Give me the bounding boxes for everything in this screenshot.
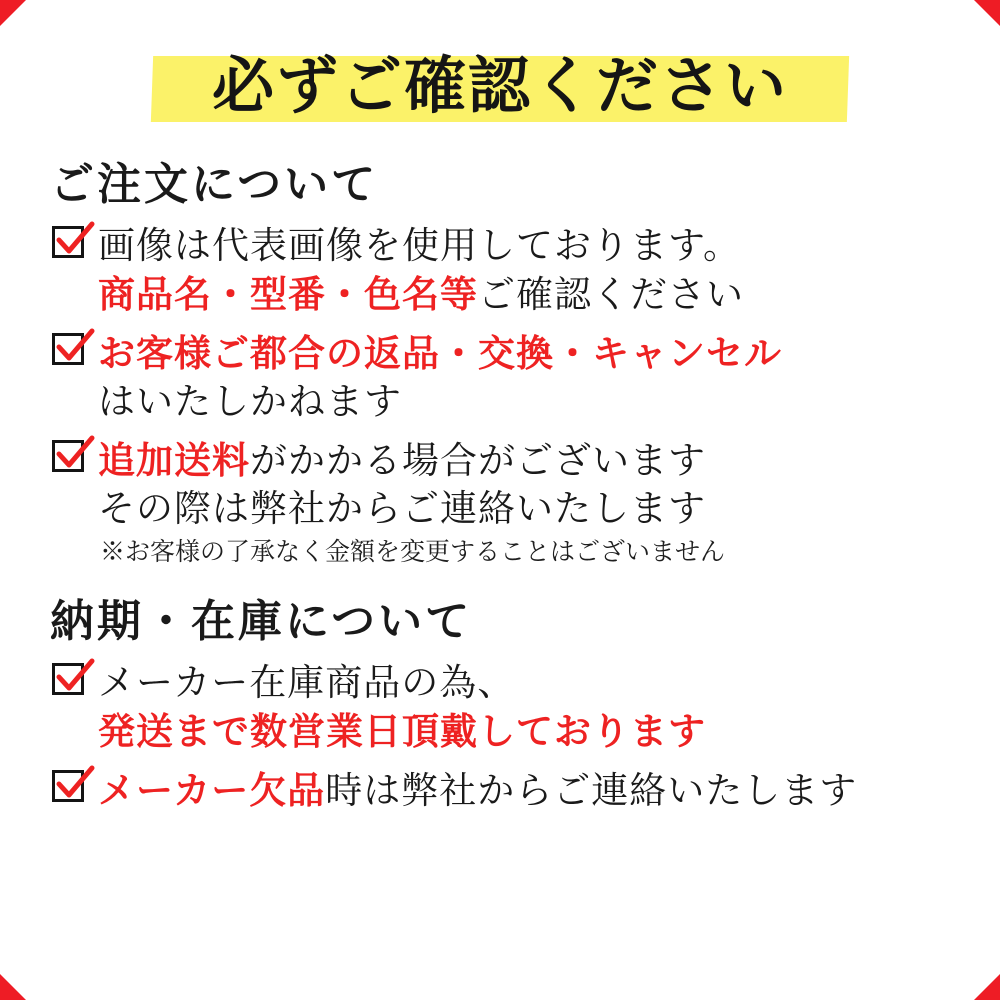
- checkmark-icon: [52, 333, 90, 371]
- list-item-text: [98, 329, 960, 426]
- sections-container: [40, 148, 960, 815]
- text-run: 画像は代表画像を使用しております。: [98, 224, 742, 267]
- text-run: はいたしかねます: [98, 380, 402, 423]
- text-run: お客様ご都合の返品・交換・キャンセル: [98, 331, 782, 375]
- list-item-line: [98, 378, 960, 426]
- list-item-line: [98, 707, 960, 756]
- list-item: [52, 436, 960, 571]
- list-item-line: [98, 766, 960, 815]
- text-run: メーカー欠品: [98, 768, 326, 812]
- list-item: [52, 659, 960, 756]
- checkmark-icon: [52, 770, 90, 808]
- checkmark-icon: [52, 440, 90, 478]
- corner-accent-top-right: [974, 0, 1000, 26]
- section-heading: ご注文について: [50, 159, 379, 210]
- list-item-line: [98, 270, 960, 319]
- list-item-text: [98, 766, 960, 815]
- text-run: ご確認ください: [478, 273, 744, 316]
- list-item-text: [98, 659, 960, 756]
- page-title: [40, 38, 960, 134]
- list-item-line: [98, 222, 960, 270]
- list-item: [52, 766, 960, 815]
- text-run: 発送まで数営業日頂戴しております: [98, 709, 706, 753]
- list-item-text: [98, 436, 960, 571]
- text-run: 時は弊社からご連絡いたします: [325, 769, 858, 812]
- corner-accent-top-left: [0, 0, 26, 26]
- list-item-line: [98, 659, 960, 707]
- corner-accent-bottom-left: [0, 974, 26, 1000]
- list-item-line: [98, 485, 960, 533]
- list-item-text: [98, 222, 960, 319]
- text-run: 追加送料: [98, 438, 250, 482]
- section-heading: 納期・在庫について: [50, 596, 473, 647]
- checkmark-icon: [52, 226, 90, 264]
- corner-accent-bottom-right: [974, 974, 1000, 1000]
- list-item-note: ※お客様の了承なく金額を変更することはございません: [100, 537, 726, 566]
- list-item-line: [98, 329, 960, 378]
- list-item-line: [98, 436, 960, 485]
- text-run: その際は弊社からご連絡いたします: [98, 487, 706, 530]
- text-run: 商品名・型番・色名等: [98, 272, 478, 316]
- list-item: [52, 329, 960, 426]
- checkmark-icon: [52, 663, 90, 701]
- list-item: [52, 222, 960, 319]
- page-title-text: 必ずご確認ください: [211, 49, 788, 122]
- text-run: がかかる場合がございます: [250, 439, 706, 482]
- text-run: メーカー在庫商品の為、: [98, 661, 516, 704]
